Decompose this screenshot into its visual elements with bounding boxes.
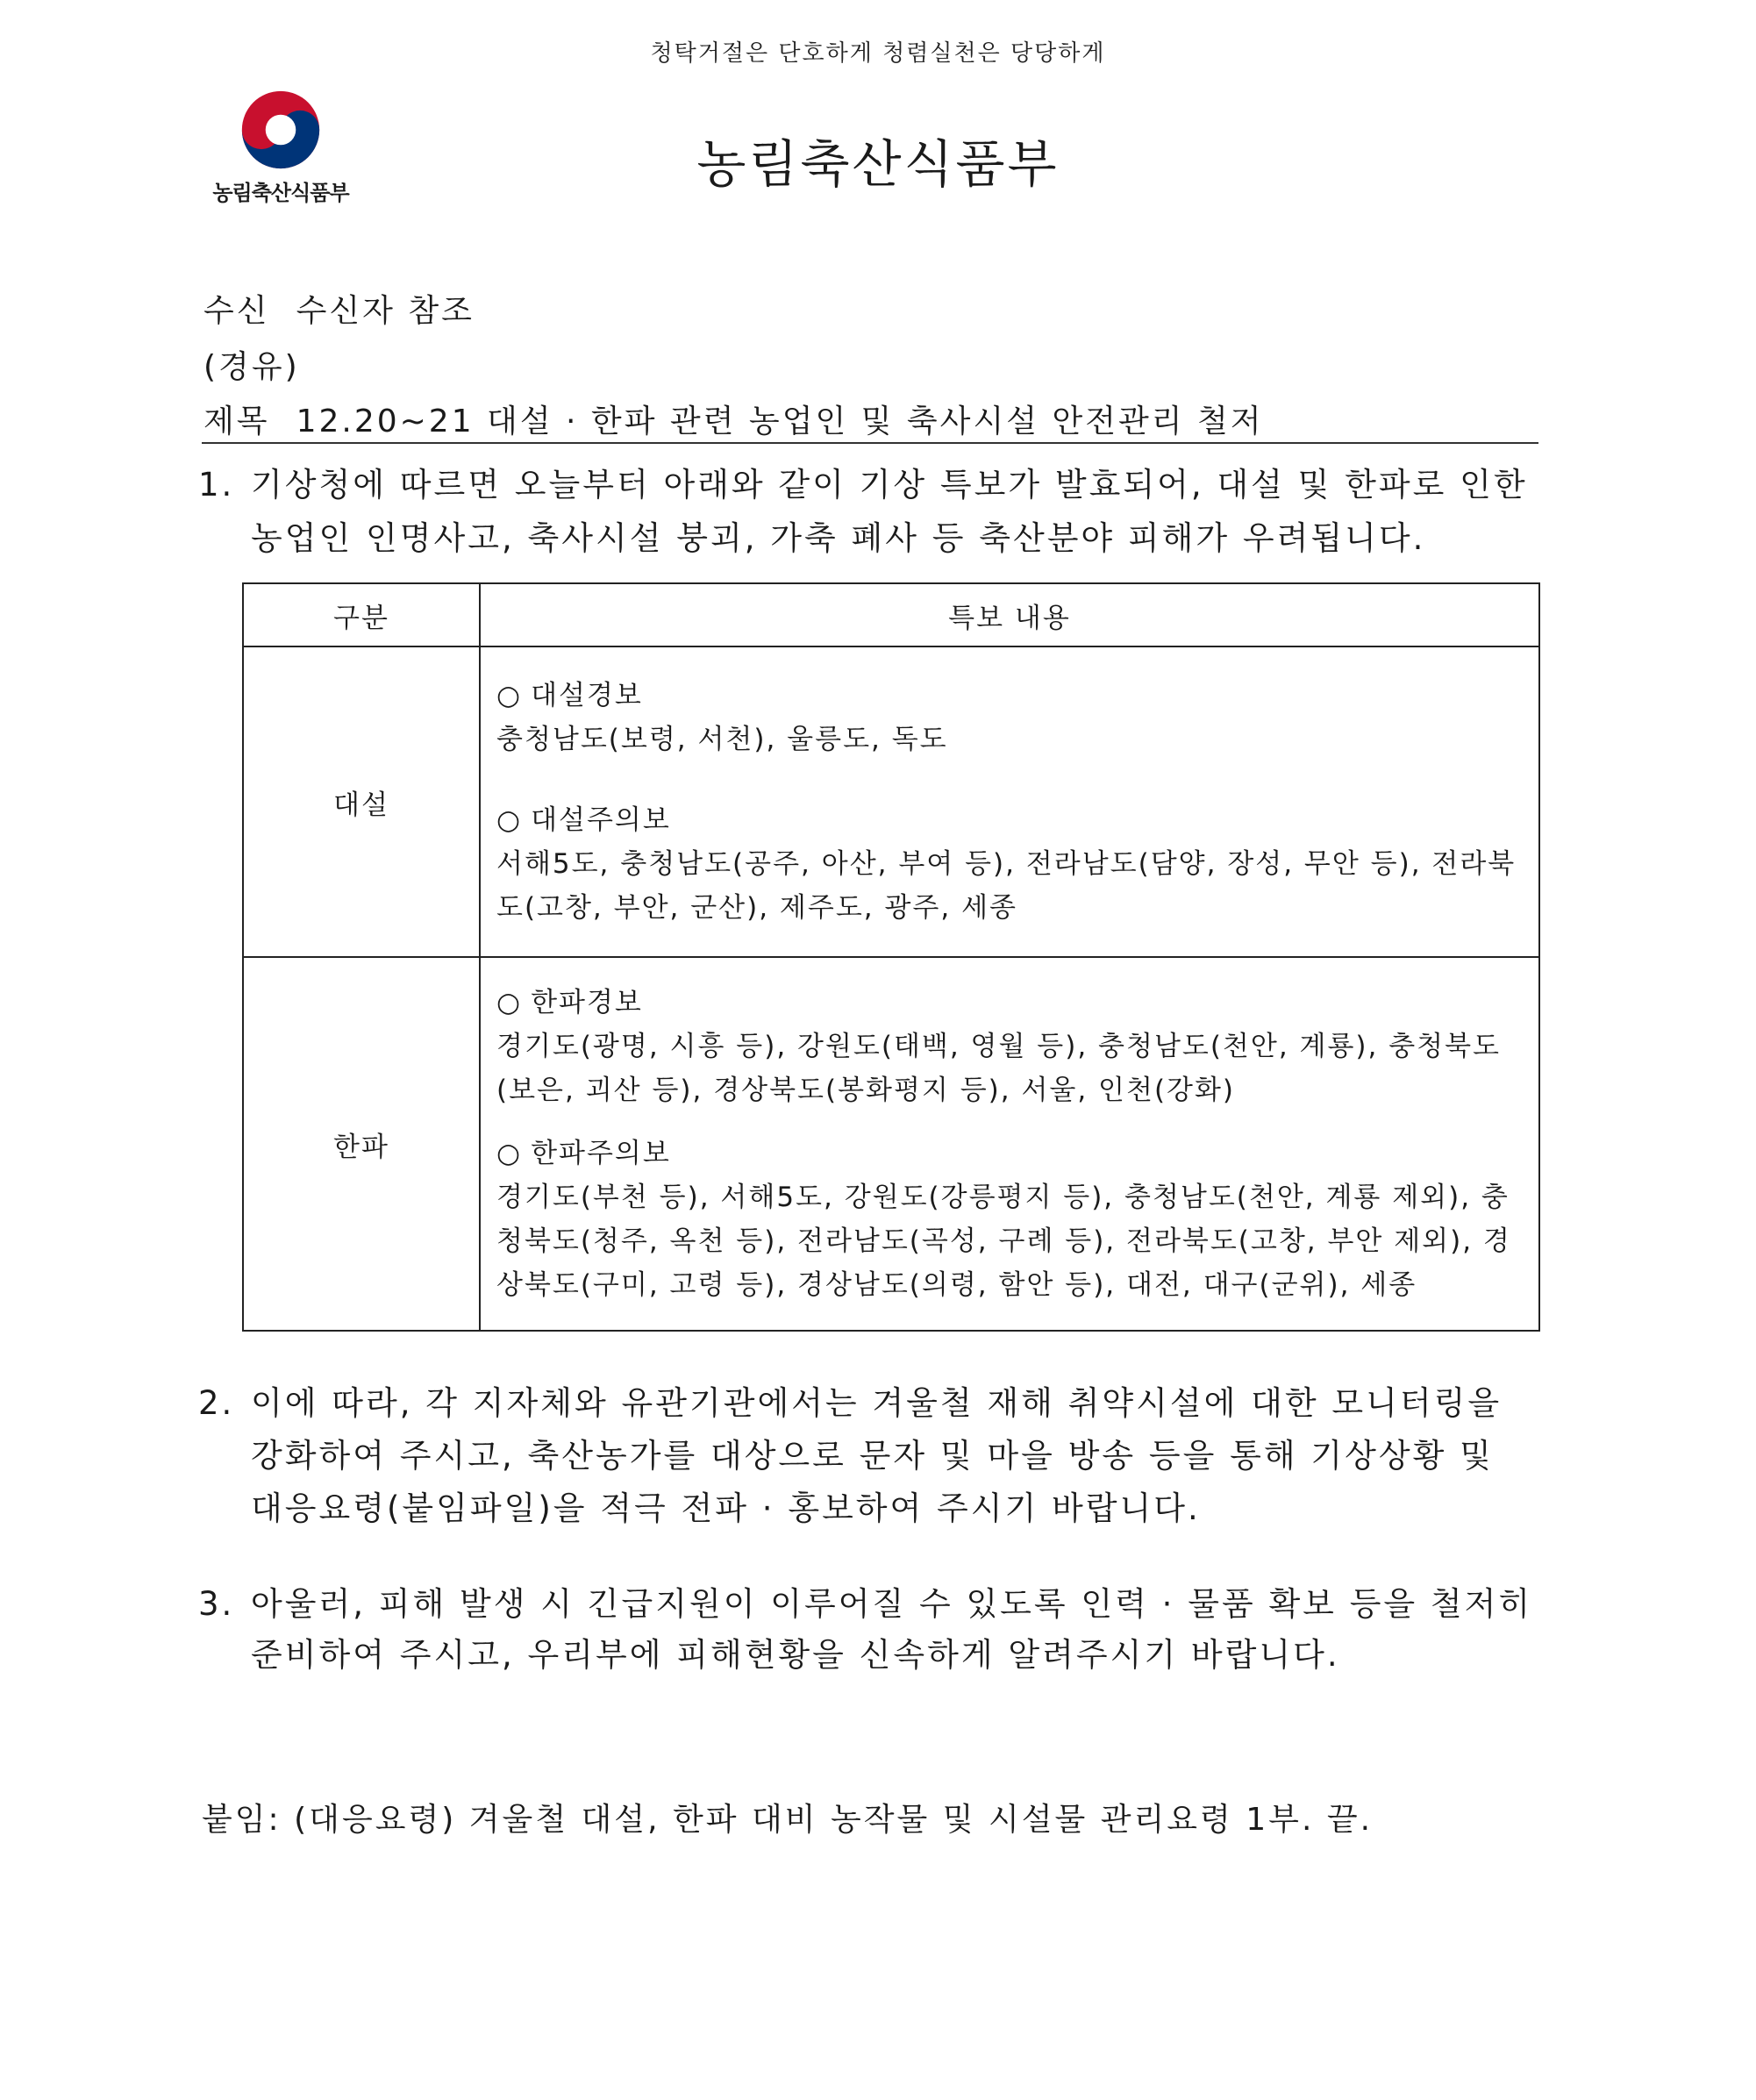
recipient-line: [203, 286, 475, 331]
alert-title: ○ 한파경보: [496, 981, 1526, 1025]
subject-label: 제목: [203, 404, 270, 439]
subject-divider: [202, 442, 1538, 444]
paragraph-2-line-2: 강화하여 주시고, 축산농가를 대상으로 문자 및 마을 방송 등을 통해 기상상황 및: [251, 1437, 1494, 1475]
paragraph-3-line-2: 준비하여 주시고, 우리부에 피해현황을 신속하게 알려주시기 바랍니다.: [251, 1636, 1340, 1674]
slogan: 청탁거절은 단호하게 청렴실천은 당당하게: [650, 40, 1106, 67]
alert-regions: 경기도(부천 등), 서해5도, 강원도(강릉평지 등), 충청남도(천안, 계룡 제외), 충청북도(청주, 옥천 등), 전라남도(곡성, 구례 등), 전라북도(고창, 부안 제외), 경상북도(구미, 고령 등), 경상남도(의령, 함안 등), 대전, 대구(군위), 세종: [496, 1182, 1511, 1301]
circle-marker-icon: ○: [496, 987, 523, 1018]
recipient-value: 수신자 참조: [296, 293, 475, 329]
table-header-category: 구분: [243, 583, 480, 646]
alert-block: [496, 981, 1526, 1112]
paragraph-1: [198, 458, 1540, 565]
table-row-content: [480, 957, 1539, 1331]
alert-regions: 경기도(광명, 시흥 등), 강원도(태백, 영월 등), 충청남도(천안, 계룡), 충청북도(보은, 괴산 등), 경상북도(봉화평지 등), 서울, 인천(강화): [496, 1031, 1502, 1106]
paragraph-3-number: 3.: [198, 1585, 235, 1623]
via-line: (경유): [203, 349, 300, 385]
ministry-title: 농림축산식품부: [696, 134, 1060, 194]
table-header-content: 특보 내용: [480, 583, 1539, 646]
table-row-content: [480, 646, 1539, 957]
paragraph-1-line-1: 기상청에 따르면 오늘부터 아래와 같이 기상 특보가 발효되어, 대설 및 한파로 인한: [251, 466, 1528, 504]
table-row: [243, 957, 1539, 1331]
table-row-category: 대설: [243, 646, 480, 957]
alert-title: ○ 대설주의보: [496, 798, 1526, 842]
paragraph-1-line-2: 농업인 인명사고, 축사시설 붕괴, 가축 폐사 등 축산분야 피해가 우려됩니다.: [251, 519, 1426, 557]
attachment-line: 붙임: (대응요령) 겨울철 대설, 한파 대비 농작물 및 시설물 관리요령 1부. 끝.: [202, 1802, 1374, 1838]
paragraph-3-line-1: 아울러, 피해 발생 시 긴급지원이 이루어질 수 있도록 인력 · 물품 확보 등을 철저히: [251, 1585, 1533, 1623]
subject-value: 12.20~21 대설 · 한파 관련 농업인 및 축사시설 안전관리 철저: [296, 404, 1264, 439]
paragraph-2-line-3: 대응요령(붙임파일)을 적극 전파 · 홍보하여 주시기 바랍니다.: [251, 1489, 1201, 1527]
circle-marker-icon: ○: [496, 1138, 523, 1169]
table-row: [243, 646, 1539, 957]
circle-marker-icon: ○: [496, 804, 523, 836]
recipient-label: 수신: [203, 293, 270, 329]
paragraph-2-number: 2.: [198, 1384, 235, 1422]
alert-regions: 충청남도(보령, 서천), 울릉도, 독도: [496, 724, 948, 755]
logo-text: 농림축산식품부: [212, 181, 349, 205]
paragraph-3: [198, 1579, 1540, 1681]
table-header-row: [243, 583, 1539, 646]
alert-block: [496, 1132, 1526, 1307]
paragraph-2-line-1: 이에 따라, 각 지자체와 유관기관에서는 겨울철 재해 취약시설에 대한 모니터링을: [251, 1384, 1503, 1422]
circle-marker-icon: ○: [496, 680, 523, 711]
table-row-category: 한파: [243, 957, 480, 1331]
alert-block: [496, 798, 1526, 930]
paragraph-2: [198, 1377, 1540, 1535]
alert-regions: 서해5도, 충청남도(공주, 아산, 부여 등), 전라남도(담양, 장성, 무안 등), 전라북도(고창, 부안, 군산), 제주도, 광주, 세종: [496, 848, 1517, 924]
alert-block: [496, 674, 1526, 761]
paragraph-1-number: 1.: [198, 466, 235, 504]
weather-alert-table: [242, 582, 1540, 1332]
alert-title: ○ 한파주의보: [496, 1132, 1526, 1175]
alert-title: ○ 대설경보: [496, 674, 1526, 718]
subject-line: [203, 396, 1264, 441]
